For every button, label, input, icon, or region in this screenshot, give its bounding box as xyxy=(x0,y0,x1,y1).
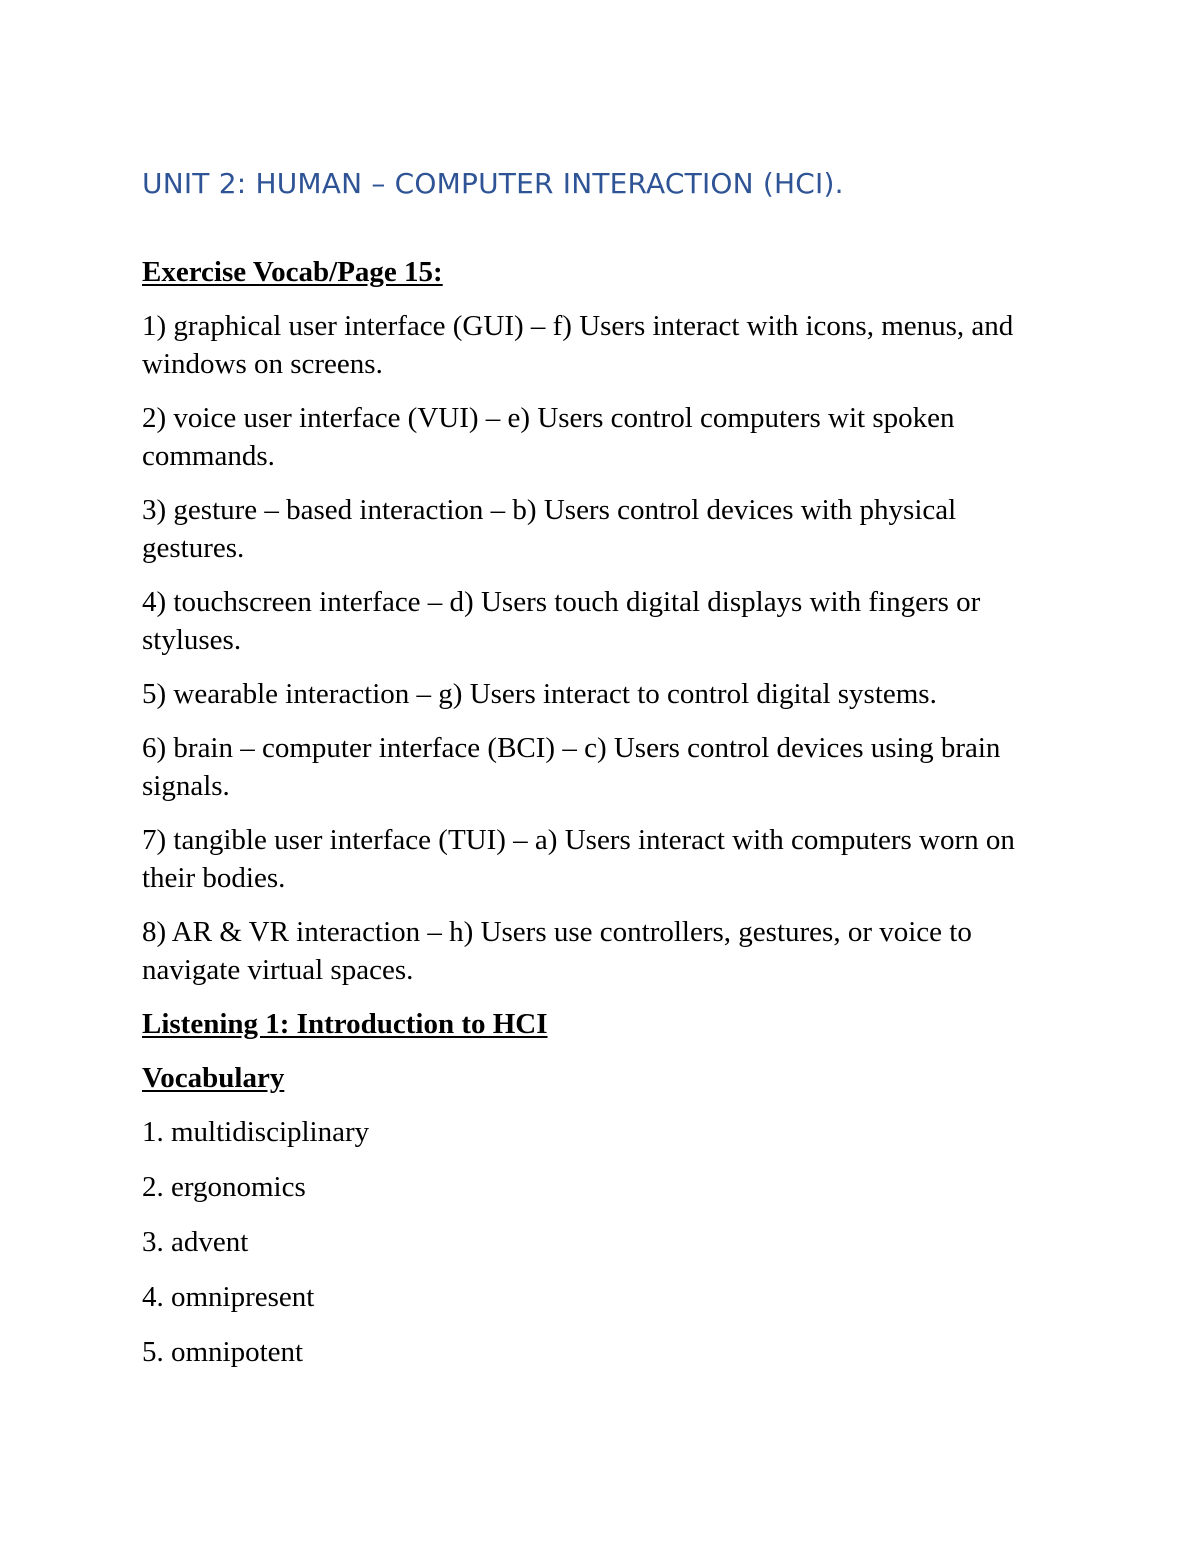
vocabulary-item: 3. advent xyxy=(142,1226,249,1258)
vocabulary-item: 4. omnipresent xyxy=(142,1281,315,1313)
vocabulary-heading: Vocabulary xyxy=(142,1062,285,1094)
document-title: UNIT 2: HUMAN – COMPUTER INTERACTION (HCI). xyxy=(142,167,844,200)
exercise-item-2: 2) voice user interface (VUI) – e) Users control computers wit spoken commands. xyxy=(142,402,955,472)
exercise-item-3: 3) gesture – based interaction – b) Users control devices with physical gestures. xyxy=(142,494,957,564)
exercise-item-4: 4) touchscreen interface – d) Users touch digital displays with fingers or styluses. xyxy=(142,586,981,656)
exercise-item-8: 8) AR & VR interaction – h) Users use controllers, gestures, or voice to navigate virtual spaces. xyxy=(142,916,972,986)
vocabulary-item: 5. omnipotent xyxy=(142,1336,304,1368)
vocabulary-item: 1. multidisciplinary xyxy=(142,1116,370,1148)
listening-heading: Listening 1: Introduction to HCI xyxy=(142,1008,548,1040)
exercise-item-1: 1) graphical user interface (GUI) – f) Users interact with icons, menus, and windows on screens. xyxy=(142,310,1014,380)
exercise-item-5: 5) wearable interaction – g) Users interact to control digital systems. xyxy=(142,678,937,710)
exercise-list xyxy=(142,307,1062,989)
exercise-item-7: 7) tangible user interface (TUI) – a) Users interact with computers worn on their bodies. xyxy=(142,824,1015,894)
vocabulary-list xyxy=(142,1113,1062,1371)
exercise-heading: Exercise Vocab/Page 15: xyxy=(142,256,443,288)
exercise-item-6: 6) brain – computer interface (BCI) – c) Users control devices using brain signals. xyxy=(142,732,1001,802)
document-content xyxy=(142,166,1062,1388)
vocabulary-item: 2. ergonomics xyxy=(142,1171,306,1203)
